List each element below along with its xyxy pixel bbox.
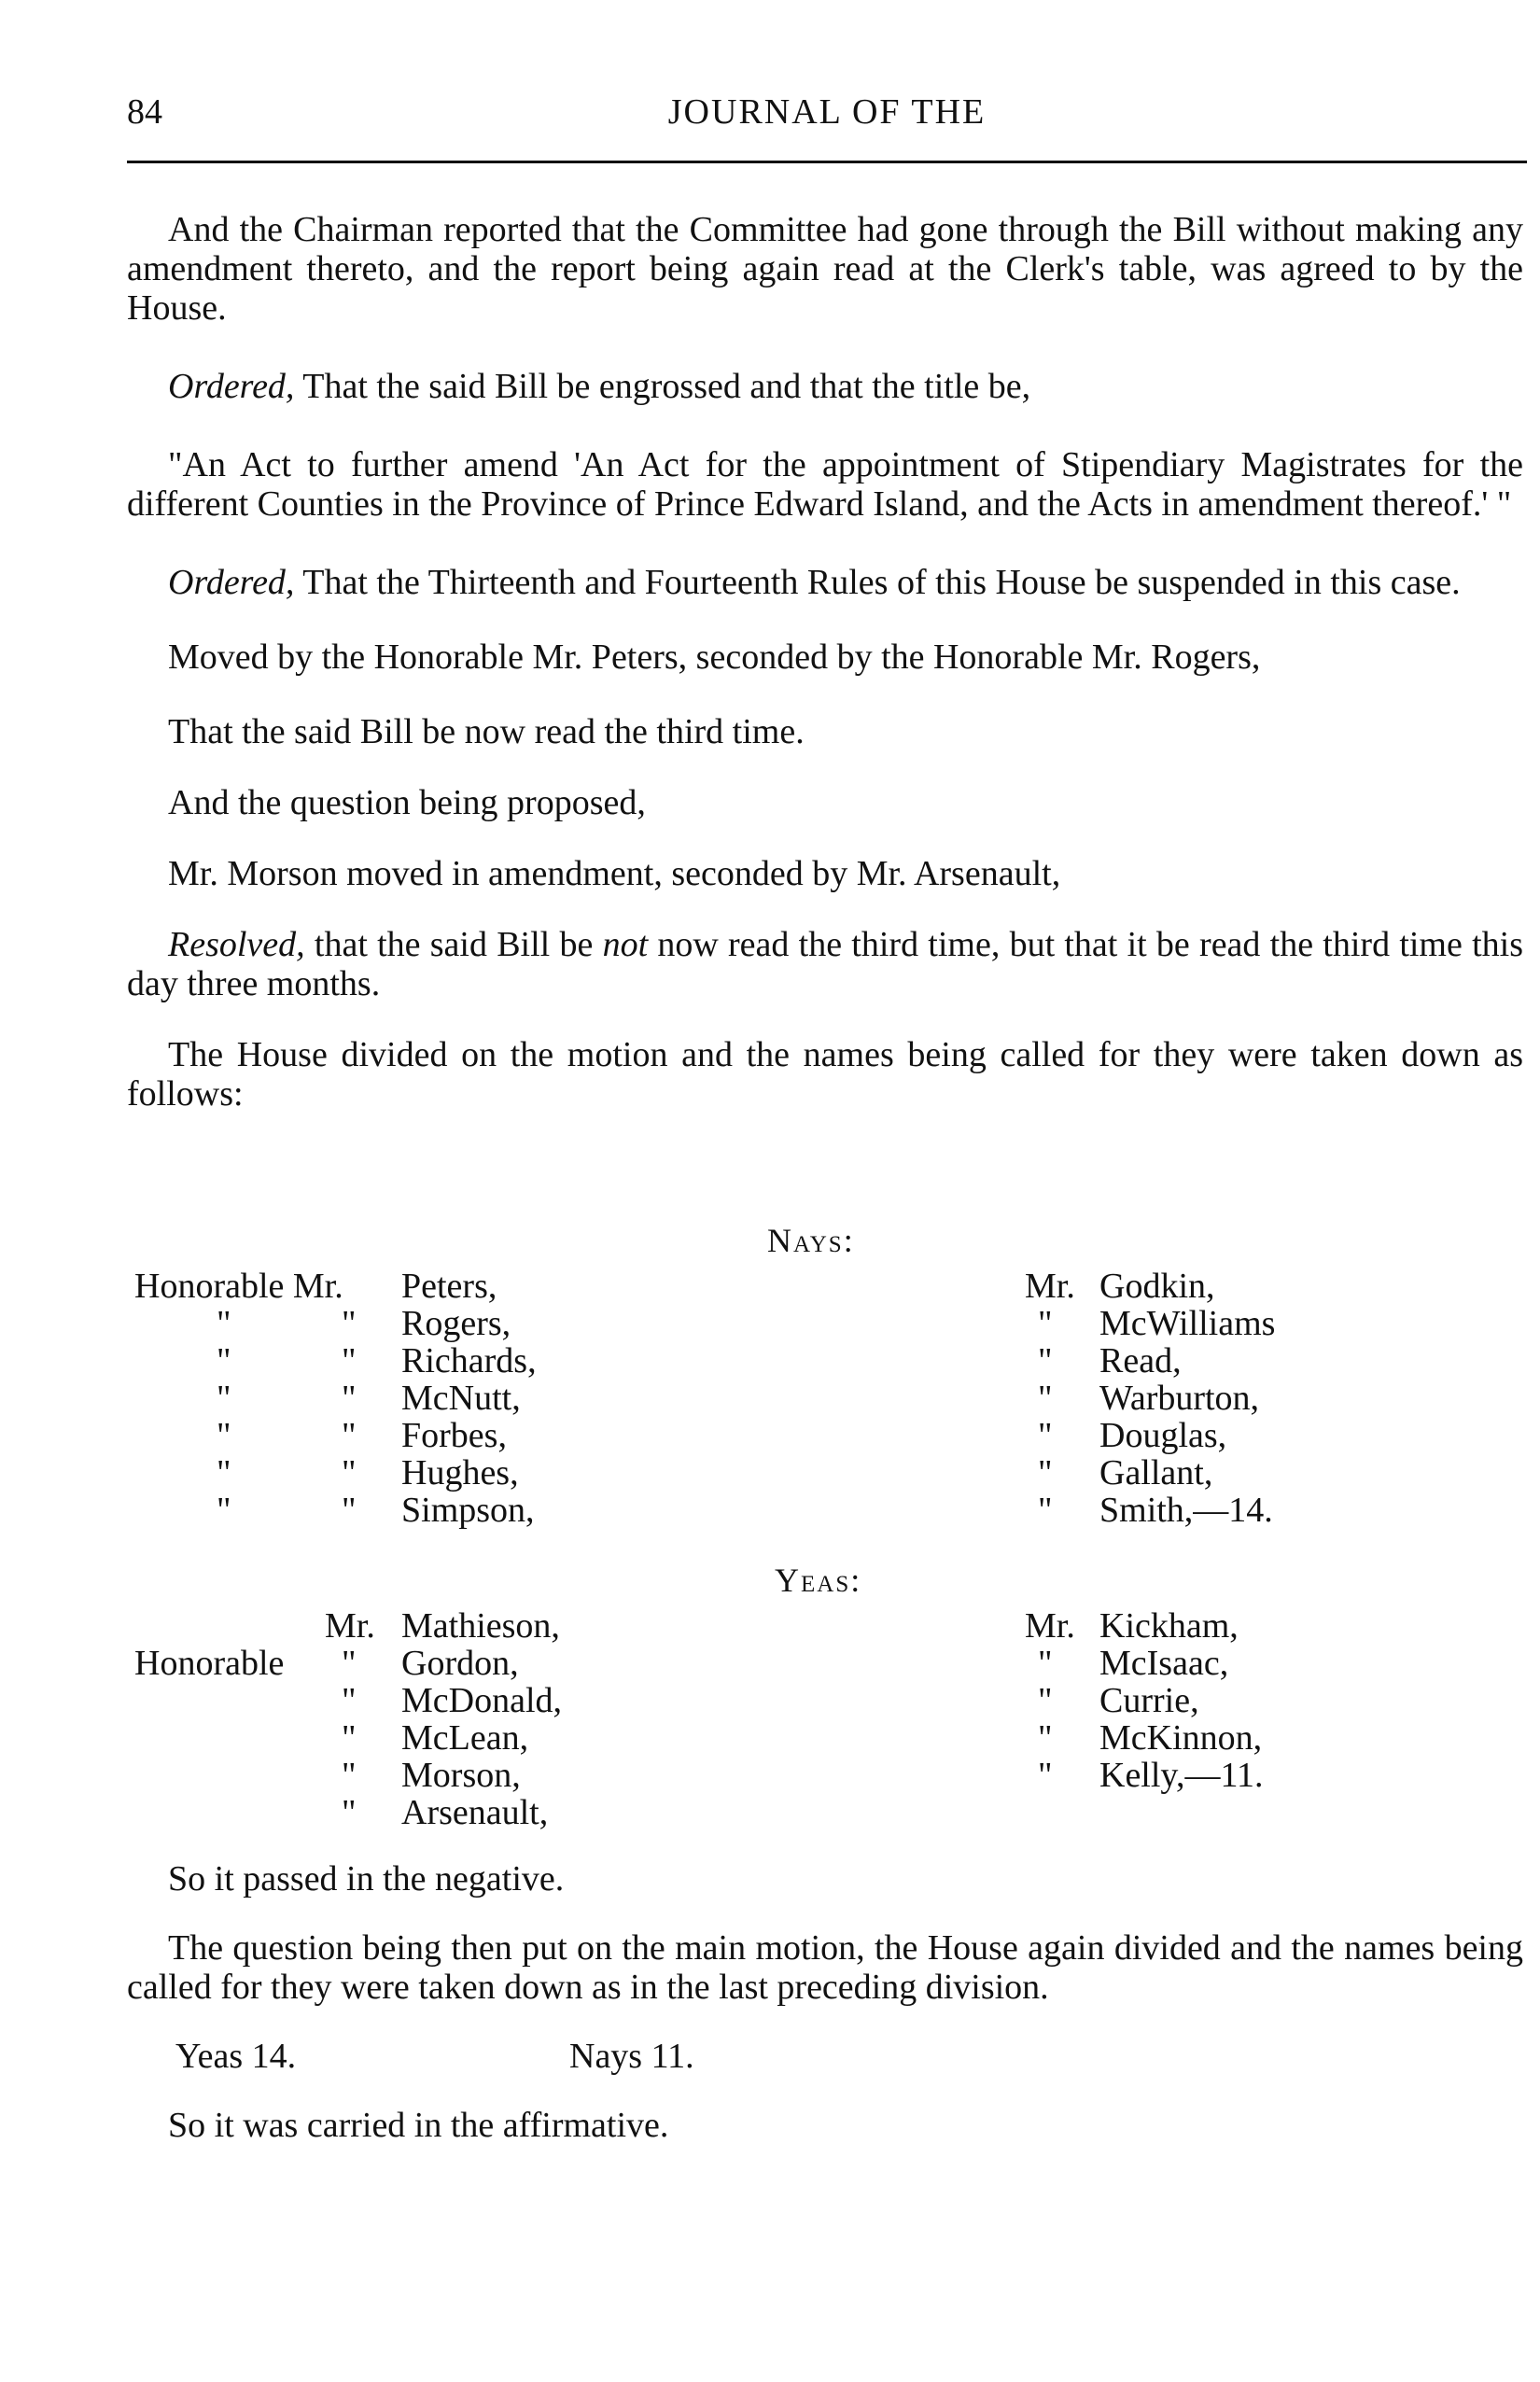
vote-count-row [127, 2037, 1523, 2076]
ditto-row: " [1038, 1681, 1053, 1720]
ordered-label: Ordered, [168, 563, 295, 602]
ditto-row: " " [217, 1341, 357, 1380]
nays-right-prefix-column [1025, 1268, 1075, 1529]
page-header [127, 91, 1527, 138]
ditto-row: " " [217, 1453, 357, 1492]
yeas-left-names [401, 1607, 562, 1831]
running-title: JOURNAL OF THE [667, 92, 987, 132]
ditto-row: " [1038, 1491, 1053, 1530]
paragraph-third-reading: That the said Bill be now read the third time. [168, 712, 805, 751]
resolved-not: not [602, 925, 649, 964]
ordered-label: Ordered, [168, 367, 295, 406]
member-name: Gordon, [401, 1644, 519, 1683]
ditto-row: " " [217, 1379, 357, 1418]
ditto-row: " [1038, 1304, 1053, 1343]
closing-section [127, 1859, 1523, 2145]
member-name: Kelly,—11. [1099, 1756, 1264, 1795]
member-name: McLean, [401, 1718, 529, 1758]
ditto-row: " [1038, 1756, 1053, 1795]
ditto-row: " " [217, 1416, 357, 1455]
nays-heading: Nays: [767, 1222, 855, 1259]
paragraph-ordered-engrossed [127, 367, 1523, 406]
resolved-label: Resolved, [168, 925, 305, 964]
ditto-row: " [1038, 1644, 1053, 1683]
yeas-left-prefix: Mr. [325, 1606, 375, 1646]
nays-left-prefix-column [134, 1267, 357, 1530]
paragraph-resolved [127, 925, 1523, 1003]
ditto-row: " [1038, 1341, 1053, 1380]
member-name: Warburton, [1099, 1379, 1260, 1418]
paragraph-division: The House divided on the motion and the names being called for they were taken down as follows: [127, 1035, 1523, 1114]
member-name: Douglas, [1099, 1416, 1227, 1455]
nays-right-prefix: Mr. [1025, 1267, 1075, 1306]
page-number: 84 [127, 92, 162, 132]
member-name: Kickham, [1099, 1606, 1239, 1646]
member-name: McKinnon, [1099, 1718, 1263, 1758]
ordered-text: That the Thirteenth and Fourteenth Rules of this House be suspended in this case. [294, 563, 1461, 602]
ditto-row: " " [217, 1491, 357, 1530]
journal-page: 84 JOURNAL OF THE And the Chairman reported that the Committee had gone through the Bill without making any amendment thereto, and the report being again read at the Clerk's table, was agreed to by the House. Ordered, That the said Bill be engrossed and that the title be, "An Act to further amend 'An Act for the appointment of Stipendiary Magistrates for the different Counties in the Province of Prince Edward Island, and the Acts in amendment thereof.' " Ordered, That the Thirteenth and Fourteenth Rules of this House be suspended in this case. Moved by the Honorable Mr. Peters, seconded by the Honorable Mr. Rogers, That the said Bill be now read the third time. And the question being proposed, Mr. Morson moved in amendment, seconded by Mr. Arsenault, Resolved, that the said Bill be not now read the third time, but that it be read the third time this day three months. The House divided on the motion and the names being called for they were taken down as follows: Nays: Honorable Mr. " " " " " " " " " " " " Peters, Rogers, Richards, McNutt, Forbes, Hughes, Simpson, Mr. " " " " " " Godkin, McWilliams Read, Warburton, Douglas, Gallant, Smith,—14. Yeas: Mr. Honorable " " " " " Mathieson, Gordon, McDonald, McLean, Morson, Arsenault, Mr. " " " " Kickham, McIsaac, Currie, McKinnon, Kelly,—11. So it passed in the negative. The question being then put on the main motion, the House again divided and the names being called for they were taken down as in the last preceding division. Yeas 14. Nays 11. So it was carried in the affirmative. [0, 0, 1540, 2382]
journal-body [127, 210, 1523, 1114]
yeas-count: Yeas 14. [175, 2037, 297, 2076]
honorable-label: Honorable [134, 1644, 285, 1683]
member-name: Godkin, [1099, 1267, 1215, 1306]
paragraph-affirmative: So it was carried in the affirmative. [168, 2106, 669, 2145]
paragraph-negative: So it passed in the negative. [168, 1859, 565, 1899]
nays-right-names [1099, 1268, 1275, 1529]
nays-left-names [401, 1268, 537, 1529]
member-name: Morson, [401, 1756, 521, 1795]
member-name: Forbes, [401, 1416, 507, 1455]
member-name: Hughes, [401, 1453, 519, 1492]
member-name: Smith,—14. [1099, 1491, 1273, 1530]
member-name: Read, [1099, 1341, 1182, 1380]
member-name: Simpson, [401, 1491, 535, 1530]
yeas-right-names [1099, 1607, 1264, 1794]
ordered-text: That the said Bill be engrossed and that the title be, [294, 367, 1031, 406]
paragraph-chairman-report: And the Chairman reported that the Committee had gone through the Bill without making any amendment thereto, and the report being again read at the Clerk's table, was agreed to by the House. [127, 210, 1523, 328]
paragraph-main-motion: The question being then put on the main motion, the House again divided and the names being called for they were taken down as in the last preceding division. [127, 1928, 1523, 2007]
nays-count: Nays 11. [569, 2037, 694, 2076]
member-name: Arsenault, [401, 1793, 549, 1832]
member-name: Gallant, [1099, 1453, 1213, 1492]
resolved-text-a: that the said Bill be [304, 925, 603, 964]
member-name: McDonald, [401, 1681, 563, 1720]
member-name: McWilliams [1099, 1304, 1276, 1343]
ditto-row: " [1038, 1453, 1053, 1492]
ditto-row: " [1038, 1416, 1053, 1455]
member-name: Mathieson, [401, 1606, 560, 1646]
paragraph-moved: Moved by the Honorable Mr. Peters, seconded by the Honorable Mr. Rogers, [168, 638, 1261, 677]
paragraph-ordered-rules [127, 563, 1523, 602]
member-name: McIsaac, [1099, 1644, 1229, 1683]
resolved-text-b: now read the third time, but that it be read the third time this day three months. [127, 925, 1523, 1003]
yeas-heading: Yeas: [775, 1562, 862, 1599]
nays-left-prefix: Honorable Mr. [134, 1267, 343, 1306]
paragraph-act-title: "An Act to further amend 'An Act for the appointment of Stipendiary Magistrates for the different Counties in the Province of Prince Edward Island, and the Acts in amendment thereof.' " [127, 445, 1523, 524]
yeas-right-prefix-column [1025, 1607, 1075, 1794]
header-rule [127, 161, 1527, 163]
ditto-row: " [1038, 1379, 1053, 1418]
yeas-right-prefix: Mr. [1025, 1606, 1075, 1646]
paragraph-amendment: Mr. Morson moved in amendment, seconded by Mr. Arsenault, [168, 854, 1061, 893]
ditto-row: " [1038, 1718, 1053, 1758]
member-name: Richards, [401, 1341, 537, 1380]
paragraph-question-proposed: And the question being proposed, [168, 783, 646, 822]
member-name: Rogers, [401, 1304, 511, 1343]
member-name: Currie, [1099, 1681, 1199, 1720]
ditto-row: " " [217, 1304, 357, 1343]
member-name: McNutt, [401, 1379, 521, 1418]
member-name: Peters, [401, 1267, 497, 1306]
